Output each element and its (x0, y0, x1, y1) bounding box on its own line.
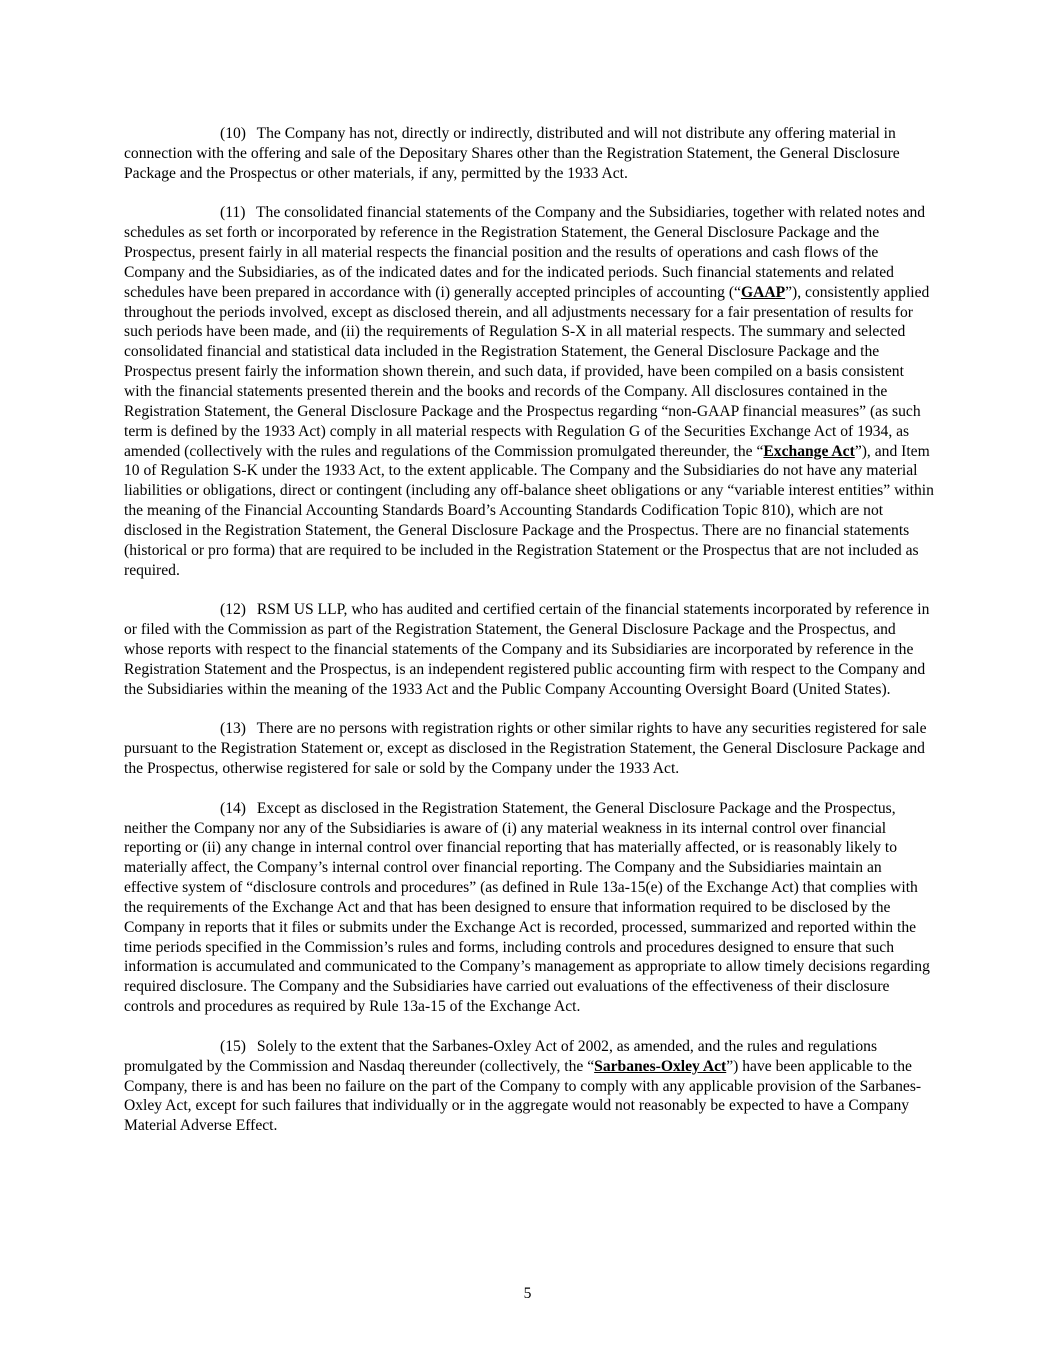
paragraph-15 (124, 1037, 934, 1136)
paragraph-text: The consolidated financial statements of the Company and the Subsidiaries, together with related notes and schedules as set forth or incorporated by reference in the Registration Statement, the General Disclosure Package and the Prospectus, present fairly in all material respects the financial position and the results of operations and cash flows of the Company and the Subsidiaries, as of the indicated dates and for the indicated periods. Such financial statements and related schedules have been prepared in accordance with (i) generally accepted principles of accounting (“ (124, 204, 926, 301)
document-body (124, 124, 934, 1156)
paragraph-text: There are no persons with registration rights or other similar rights to have any securities registered for sale pursuant to the Registration Statement or, except as disclosed in the Registration Statement, the General Disclosure Package and the Prospectus, otherwise registered for sale or sold by the Company under the 1933 Act. (124, 720, 927, 777)
paragraph-text: ”), consistently applied throughout the periods involved, except as disclosed therein, and all adjustments necessary for a fair presentation of results for such periods have been made, and (ii) the requirements of Regulation S-X in all material respects. The summary and selected consolidated financial and statistical data included in the Registration Statement, the General Disclosure Package and the Prospectus present fairly the information shown therein, and such data, if provided, have been compiled on a basis consistent with the financial statements presented therein and the books and records of the Company. All disclosures contained in the Registration Statement, the General Disclosure Package and the Prospectus regarding “non-GAAP financial measures” (as such term is defined by the 1933 Act) comply in all material respects with Regulation G of the Securities Exchange Act of 1934, as amended (collectively with the rules and regulations of the Commission promulgated thereunder, the “ (124, 283, 930, 460)
paragraph-13 (124, 719, 934, 779)
paragraph-text: ”) have been applicable to the Company, there is and has been no failure on the part of the Company to comply with any applicable provision of the Sarbanes-Oxley Act, except for such failures that individually or in the aggregate would not reasonably be expected to have a Company Material Adverse Effect. (124, 1057, 922, 1135)
defined-term-exchange-act: Exchange Act (763, 442, 855, 460)
paragraph-number: (12) (220, 601, 246, 619)
paragraph-number: (13) (220, 720, 246, 738)
defined-term-gaap: GAAP (740, 283, 786, 301)
defined-term-sarbanes-oxley-act: Sarbanes-Oxley Act (594, 1057, 727, 1075)
paragraph-14 (124, 799, 934, 1017)
paragraph-text: Solely to the extent that the Sarbanes-Oxley Act of 2002, as amended, and the rules and regulations promulgated by the Commission and Nasdaq thereunder (collectively, the “ (124, 1037, 878, 1075)
paragraph-10 (124, 124, 934, 184)
paragraph-number: (15) (220, 1037, 246, 1055)
paragraph-12 (124, 600, 934, 699)
paragraph-number: (14) (220, 799, 246, 817)
paragraph-number: (10) (220, 125, 246, 142)
paragraph-text: Except as disclosed in the Registration Statement, the General Disclosure Package and the Prospectus, neither the Company nor any of the Subsidiaries is aware of (i) any material weakness in its internal control over financial reporting or (ii) any change in internal control over financial reporting that has materially affected, or is reasonably likely to materially affect, the Company’s internal control over financial reporting. The Company and the Subsidiaries maintain an effective system of “disclosure controls and procedures” (as defined in Rule 13a-15(e) of the Exchange Act) that complies with the requirements of the Exchange Act and that has been designed to ensure that information required to be disclosed by the Company in reports that it files or submits under the Exchange Act is recorded, processed, summarized and reported within the time periods specified in the Commission’s rules and forms, including controls and procedures designed to ensure that such information is accumulated and communicated to the Company’s management as appropriate to allow timely decisions regarding required disclosure. The Company and the Subsidiaries have carried out evaluations of the effectiveness of their disclosure controls and procedures as required by Rule 13a-15 of the Exchange Act. (124, 799, 930, 1016)
paragraph-11 (124, 203, 934, 580)
page-number: 5 (523, 1285, 532, 1302)
paragraph-text: ”), and Item 10 of Regulation S-K under the 1933 Act, to the extent applicable. The Company and the Subsidiaries do not have any material liabilities or obligations, direct or contingent (including any off-balance sheet obligations or any “variable interest entities” within the meaning of the Financial Accounting Standards Board’s Accounting Standards Codification Topic 810), which are not disclosed in the Registration Statement, the General Disclosure Package and the Prospectus. There are no financial statements (historical or pro forma) that are required to be included in the Registration Statement or the Prospectus that are not included as required. (124, 442, 934, 579)
paragraph-text: RSM US LLP, who has audited and certified certain of the financial statements incorporated by reference in or filed with the Commission as part of the Registration Statement, the General Disclosure Package and the Prospectus, and whose reports with respect to the financial statements of the Company and its Subsidiaries are incorporated by reference in the Registration Statement and the Prospectus, is an independent registered public accounting firm with respect to the Company and the Subsidiaries within the meaning of the 1933 Act and the Public Company Accounting Oversight Board (United States). (124, 601, 930, 698)
paragraph-number: (11) (220, 204, 246, 222)
paragraph-text: The Company has not, directly or indirectly, distributed and will not distribute any offering material in connection with the offering and sale of the Depositary Shares other than the Registration Statement, the General Disclosure Package and the Prospectus or other materials, if any, permitted by the 1933 Act. (124, 125, 900, 182)
